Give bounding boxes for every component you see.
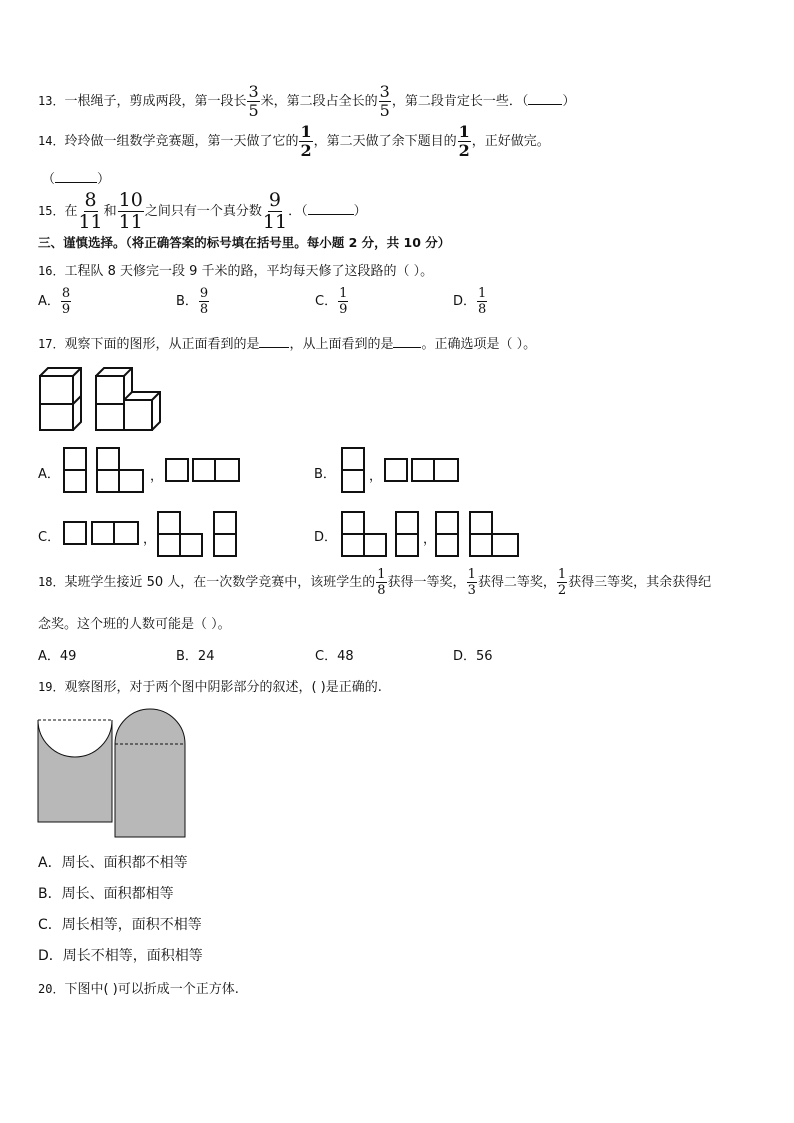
grid-square xyxy=(158,534,180,556)
fraction: $\frac{8}{11}$ xyxy=(78,189,103,233)
question-20: 20．下图中( )可以折成一个正方体. xyxy=(38,982,239,997)
q18-option-d[interactable]: D．56 xyxy=(453,649,493,664)
grid-square xyxy=(492,534,518,556)
answer-blank[interactable] xyxy=(308,214,354,215)
fraction: $\frac{3}{5}$ xyxy=(248,82,259,120)
question-number: 17． xyxy=(38,337,65,351)
q17-option-d[interactable]: D． xyxy=(314,530,338,545)
question-14: 14．玲玲做一组数学竞赛题，第一天做了它的 $\frac{1}{2}$ ，第二天做了余下题目的 $\frac{1}{2}$ ，正好做完。 xyxy=(38,122,550,160)
answer-blank[interactable] xyxy=(55,182,97,183)
grid-square xyxy=(64,448,86,470)
grid-square xyxy=(166,459,188,481)
grid-square xyxy=(342,512,364,534)
q19-option-d[interactable]: D．周长不相等，面积相等 xyxy=(38,948,203,964)
question-19: 19．观察图形，对于两个图中阴影部分的叙述，( )是正确的. xyxy=(38,680,382,695)
grid-square xyxy=(396,534,418,556)
grid-square xyxy=(119,470,143,492)
cube-outline xyxy=(40,368,81,430)
grid-square xyxy=(193,459,215,481)
cube-face xyxy=(40,376,73,404)
fraction: $\frac{1}{9}$ xyxy=(339,286,348,317)
fraction: $\frac{3}{5}$ xyxy=(379,82,390,120)
fraction: $\frac{1}{2}$ xyxy=(300,122,312,160)
q19-option-a[interactable]: A．周长、面积都不相等 xyxy=(38,855,188,871)
question-15: 15．在 $\frac{8}{11}$ 和 $\frac{10}{11}$ 之间只有一个真分数 $\frac{9}{11}$ ．（ ） xyxy=(38,189,367,233)
separator: ， xyxy=(150,469,164,484)
grid-square xyxy=(214,512,236,534)
q16-option-d[interactable]: D． $\frac{1}{8}$ xyxy=(453,286,487,317)
answer-blank[interactable] xyxy=(393,347,421,348)
fraction: $\frac{10}{11}$ xyxy=(118,189,143,233)
fraction: $\frac{9}{11}$ xyxy=(262,189,288,233)
grid-square xyxy=(364,534,386,556)
question-18: 18．某班学生接近 50 人，在一次数学竞赛中，该班学生的 $\frac{1}{8}$ 获得一等奖， $\frac{1}{3}$ 获得二等奖， $\frac{1}{2}$ 获得三等奖，其余获得纪 xyxy=(38,567,712,598)
answer-blank[interactable] xyxy=(259,347,289,348)
grid-square xyxy=(385,459,407,481)
grid-square xyxy=(180,534,202,556)
q18-option-a[interactable]: A．49 xyxy=(38,649,77,664)
grid-square xyxy=(214,534,236,556)
grid-square xyxy=(470,534,492,556)
grid-square xyxy=(114,522,138,544)
grid-square xyxy=(434,459,458,481)
fraction: $\frac{1}{8}$ xyxy=(478,286,487,317)
grid-square xyxy=(342,448,364,470)
grid-square xyxy=(396,512,418,534)
shaded-shape-left xyxy=(38,720,112,822)
question-number: 20． xyxy=(38,982,65,996)
grid-square xyxy=(158,512,180,534)
grid-square xyxy=(64,522,86,544)
grid-square xyxy=(64,470,86,492)
q17-option-c[interactable]: C． xyxy=(38,530,61,545)
question-14-answer: （ ） xyxy=(42,172,111,187)
q19-option-b[interactable]: B．周长、面积都相等 xyxy=(38,886,174,902)
grid-square xyxy=(342,534,364,556)
fraction: $\frac{1}{2}$ xyxy=(557,567,567,598)
shaded-shape-right xyxy=(115,709,185,837)
q17-option-b-views xyxy=(340,446,465,496)
grid-square xyxy=(97,470,119,492)
q19-option-c[interactable]: C．周长相等，面积不相等 xyxy=(38,917,202,933)
shaded-shapes-figure xyxy=(36,706,190,840)
cube-face xyxy=(96,376,124,404)
grid-square xyxy=(436,534,458,556)
question-number: 15． xyxy=(38,204,65,218)
fraction: $\frac{8}{9}$ xyxy=(61,286,71,317)
grid-square xyxy=(92,522,114,544)
question-number: 14． xyxy=(38,134,65,148)
q18-option-c[interactable]: C．48 xyxy=(315,649,354,664)
q16-option-a[interactable]: A． $\frac{8}{9}$ xyxy=(38,286,71,317)
question-number: 16． xyxy=(38,264,65,278)
separator: ， xyxy=(423,532,437,547)
q17-option-b[interactable]: B． xyxy=(314,467,336,482)
grid-square xyxy=(97,448,119,470)
question-number: 19． xyxy=(38,680,65,694)
grid-square xyxy=(436,512,458,534)
cube-face xyxy=(124,400,152,430)
separator: ， xyxy=(143,532,157,547)
question-13: 13．一根绳子，剪成两段，第一段长 $\frac{3}{5}$ 米，第二段占全长的 $\frac{3}{5}$ ，第二段肯定长一些．（ ） xyxy=(38,82,576,120)
fraction: $\frac{9}{8}$ xyxy=(199,286,209,317)
q16-option-b[interactable]: B． $\frac{9}{8}$ xyxy=(176,286,209,317)
q18-option-b[interactable]: B．24 xyxy=(176,649,215,664)
question-16: 16．工程队 8 天修完一段 9 千米的路，平均每天修了这段路的（ ）。 xyxy=(38,264,434,279)
question-number: 13． xyxy=(38,94,65,108)
question-17: 17．观察下面的图形，从正面看到的是 ，从上面看到的是 。正确选项是（ ）。 xyxy=(38,337,537,352)
cube-stack-figure xyxy=(38,364,163,432)
answer-blank[interactable] xyxy=(528,104,562,105)
grid-square xyxy=(342,470,364,492)
fraction: $\frac{1}{8}$ xyxy=(377,567,386,598)
grid-square xyxy=(215,459,239,481)
cube-face xyxy=(40,404,73,430)
grid-square xyxy=(412,459,434,481)
separator: ， xyxy=(369,469,383,484)
question-18-cont: 念奖。这个班的人数可能是（ ）。 xyxy=(38,617,231,632)
fraction: $\frac{1}{2}$ xyxy=(458,122,470,160)
q16-option-c[interactable]: C． $\frac{1}{9}$ xyxy=(315,286,348,317)
cube-face xyxy=(96,404,124,430)
grid-square xyxy=(470,512,492,534)
question-number: 18． xyxy=(38,575,65,589)
section-heading: 三、谨慎选择。（将正确答案的标号填在括号里。每小题 2 分，共 10 分） xyxy=(38,235,451,250)
q17-option-a[interactable]: A． xyxy=(38,467,60,482)
fraction: $\frac{1}{3}$ xyxy=(467,567,476,598)
